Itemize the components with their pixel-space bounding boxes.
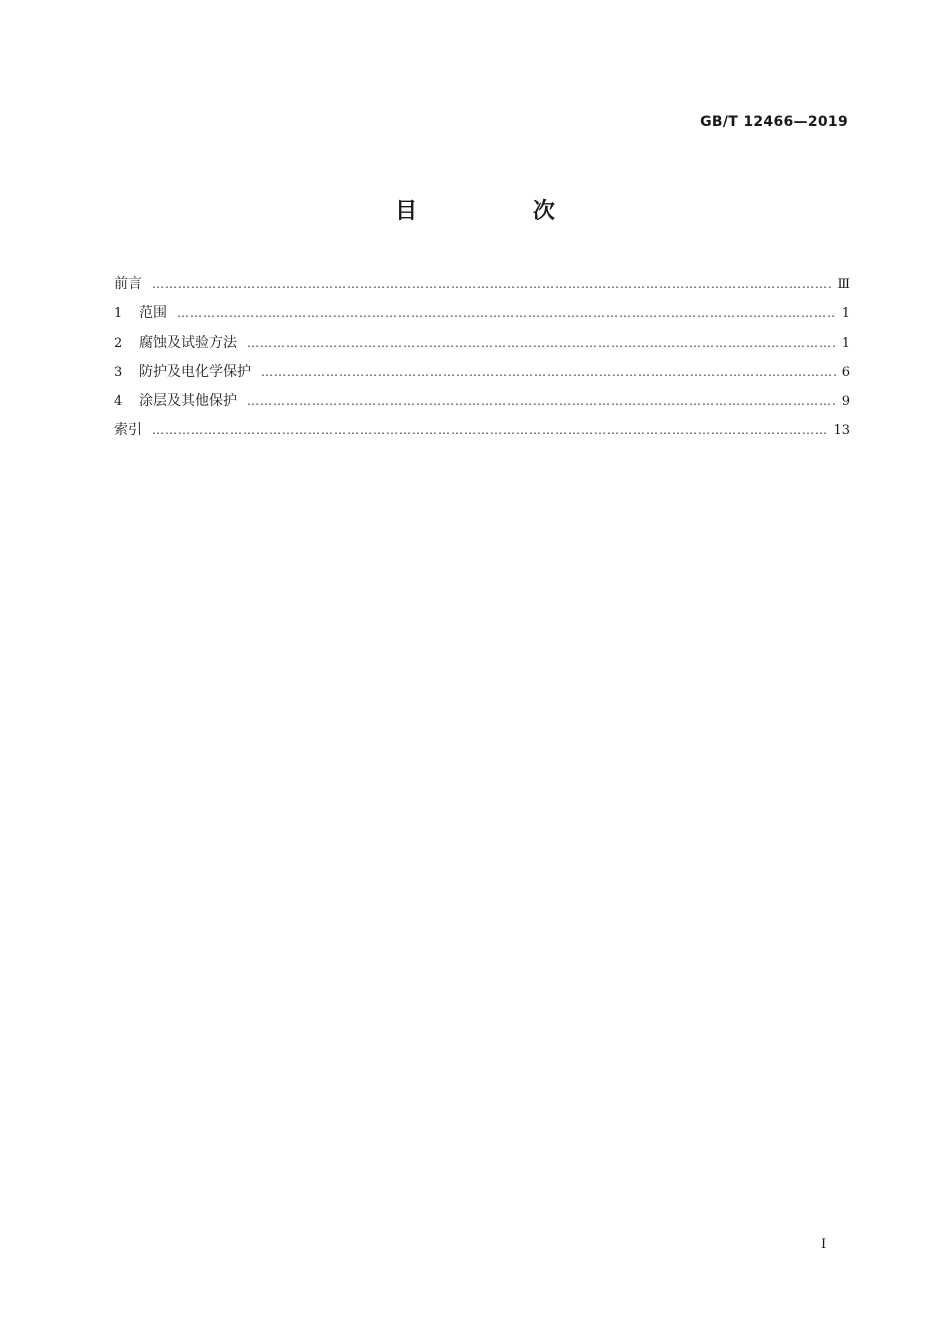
toc-dot-leader [247,333,836,353]
toc-entry-index[interactable] [114,420,850,449]
toc-dot-leader [177,303,836,323]
toc-entry-label: 腐蚀及试验方法 [139,334,237,351]
toc-entry-label: 前言 [114,276,142,292]
page-number: Ⅰ [821,1237,827,1252]
toc-dot-leader [247,391,836,411]
toc-entry-number: 3 [114,364,123,380]
toc-entry-scope[interactable] [114,303,850,332]
toc-entry-label: 涂层及其他保护 [139,393,237,410]
toc-entry-number: 4 [114,394,123,410]
toc-entry-number: 2 [114,335,123,351]
toc-dot-leader [152,274,831,294]
toc-entry-page: Ⅲ [837,277,850,292]
toc-entry-page: 1 [841,306,850,322]
toc-entry-protection[interactable] [114,362,850,391]
toc-entry-label: 索引 [114,422,142,439]
toc-entry-page: 1 [841,335,850,351]
toc-dot-leader [152,420,827,440]
standard-number: GB/T 12466—2019 [700,114,848,130]
toc-entry-label: 防护及电化学保护 [139,363,251,380]
toc-dot-leader [261,362,836,382]
toc-entry-label: 范围 [139,305,167,322]
toc-entry-corrosion[interactable] [114,333,850,362]
toc-list [114,274,850,450]
toc-entry-page: 6 [841,364,850,380]
toc-entry-page: 9 [841,394,850,410]
toc-entry-coatings[interactable] [114,391,850,420]
toc-entry-page: 13 [833,423,850,439]
toc-entry-foreword[interactable] [114,274,850,303]
toc-title: 目 次 [395,199,609,224]
toc-entry-number: 1 [114,306,123,322]
